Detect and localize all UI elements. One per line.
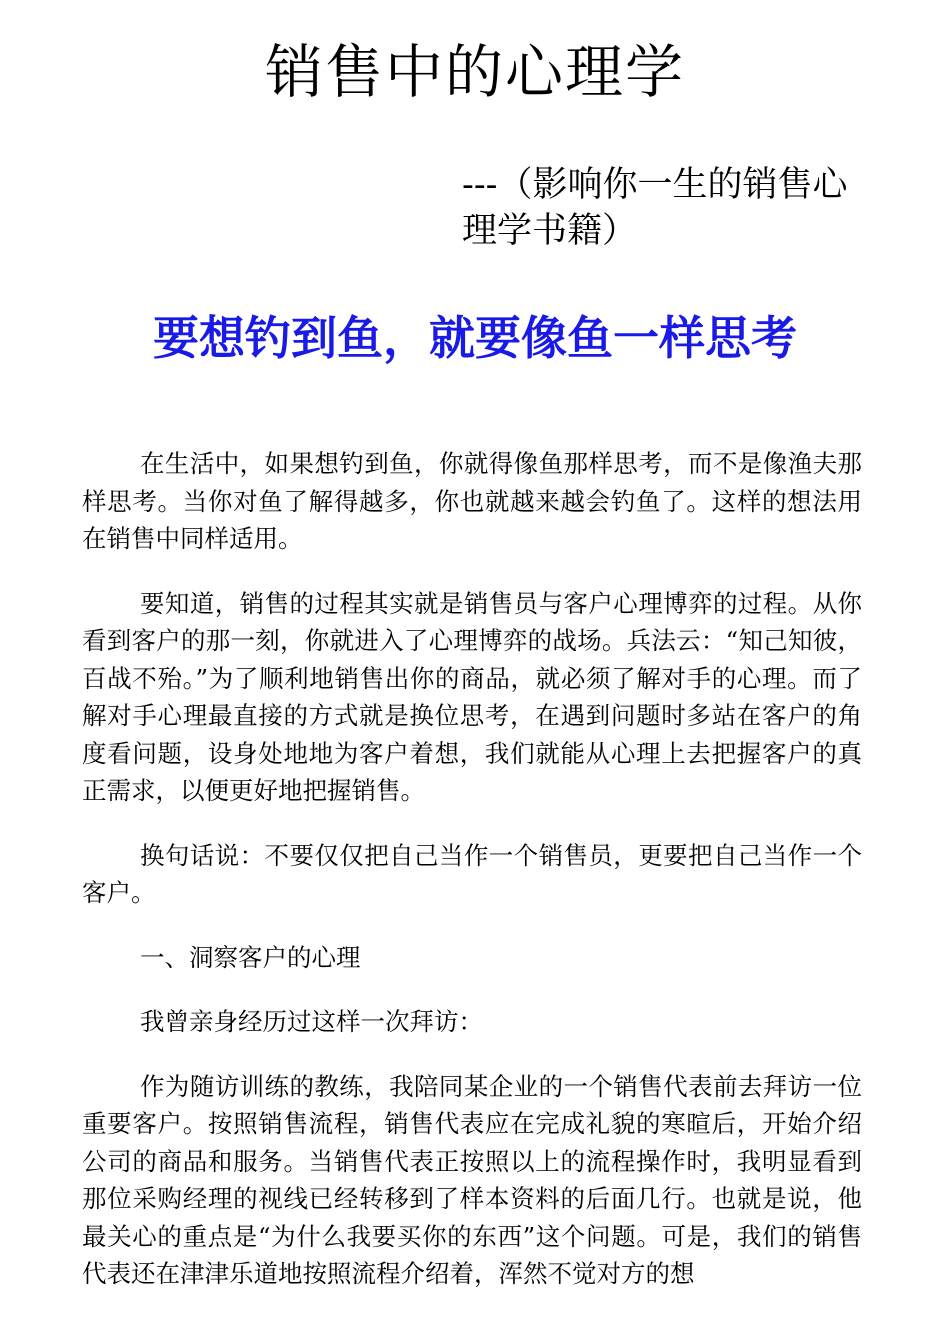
slogan-heading: 要想钓到鱼，就要像鱼一样思考 bbox=[153, 311, 797, 365]
document-subtitle: ---（影响你一生的销售心理学书籍） bbox=[462, 165, 848, 251]
paragraph: 要知道，销售的过程其实就是销售员与客户心理博弈的过程。从你看到客户的那一刻，你就进入了心理博弈的战场。兵法云：“知己知彼，百战不殆。”为了顺利地销售出你的商品，就必须了解对手的心理。而了解对手心理最直接的方式就是换位思考，在遇到问题时多站在客户的角度看问题，设身处地地为客户着想，我们就能从心理上去把握客户的真正需求，以便更好地把握销售。 bbox=[82, 588, 862, 805]
paragraph: 作为随访训练的教练，我陪同某企业的一个销售代表前去拜访一位重要客户。按照销售流程，销售代表应在完成礼貌的寒暄后，开始介绍公司的商品和服务。当销售代表正按照以上的流程操作时，我明显看到那位采购经理的视线已经转移到了样本资料的后面几行。也就是说，他最关心的重点是“为什么我要买你的东西”这个问题。可是，我们的销售代表还在津津乐道地按照流程介绍着，浑然不觉对方的想 bbox=[82, 1071, 862, 1288]
paragraph: 在生活中，如果想钓到鱼，你就得像鱼那样思考，而不是像渔夫那样思考。当你对鱼了解得越多，你也就越来越会钓鱼了。这样的想法用在销售中同样适用。 bbox=[82, 449, 862, 553]
paragraph: 换句话说：不要仅仅把自己当作一个销售员，更要把自己当作一个客户。 bbox=[82, 840, 862, 907]
body-text bbox=[82, 445, 862, 1320]
document-title: 销售中的心理学 bbox=[264, 38, 685, 106]
section-heading: 一、洞察客户的心理 bbox=[140, 942, 361, 972]
paragraph: 我曾亲身经历过这样一次拜访： bbox=[140, 1007, 483, 1036]
